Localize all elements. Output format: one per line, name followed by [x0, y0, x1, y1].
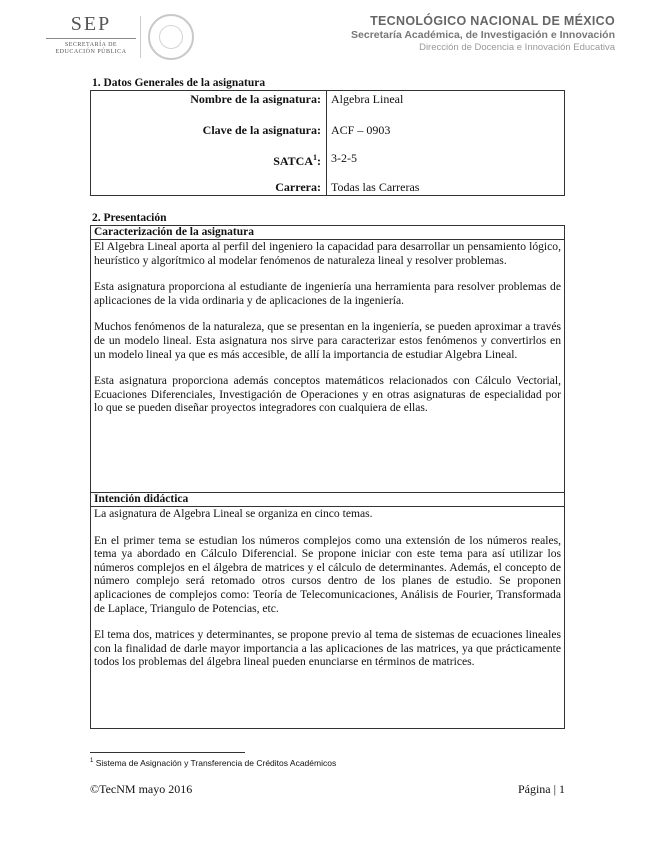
sep-logo-subtitle-1: SECRETARÍA DE	[64, 42, 118, 48]
sep-logo-subtitle-2: EDUCACIÓN PÚBLICA	[55, 49, 127, 55]
header-divider	[140, 16, 141, 58]
table-column-divider	[326, 91, 327, 195]
tecnm-header-text	[351, 14, 615, 54]
row-label-carrera: Carrera:	[275, 180, 321, 194]
caracterizacion-paragraph-1: El Algebra Lineal aporta al perfil del ingeniero la capacidad para desarrollar un pensamiento lógico, heurístico y algorítmico al modelar fenómenos de naturaleza lineal y resolver problemas.	[94, 240, 561, 267]
footnote-rule	[90, 752, 245, 753]
caracterizacion-box	[90, 225, 565, 493]
caracterizacion-paragraph-3: Muchos fenómenos de la naturaleza, que se presentan en la ingeniería, se pueden aproximar a través de un modelo lineal. Esta asignatura nos sirve para caracterizar estos fenómenos y convertirlos en un modelo lineal ya que es más accesible, de allí la importancia de estudiar Algebra Lineal.	[94, 320, 561, 361]
intencion-heading: Intención didáctica	[91, 493, 564, 507]
sep-logo	[36, 14, 146, 56]
footer-copyright: ©TecNM mayo 2016	[90, 782, 193, 796]
footnote	[90, 758, 336, 768]
caracterizacion-heading: Caracterización de la asignatura	[91, 226, 564, 240]
footnote-text: Sistema de Asignación y Transferencia de Créditos Académicos	[93, 758, 337, 768]
sep-logo-rule	[46, 38, 136, 39]
intencion-paragraph-1: La asignatura de Algebra Lineal se organiza en cinco temas.	[94, 507, 373, 520]
row-value-carrera: Todas las Carreras	[331, 180, 420, 194]
intencion-paragraph-3: El tema dos, matrices y determinantes, se propone previo al tema de sistemas de ecuaciones lineales con la finalidad de darle mayor importancia a las aplicaciones de las matrices, ya que prácticamente todos los problemas del álgebra lineal pueden enunciarse en términos de matrices.	[94, 628, 561, 669]
tecnm-name: TECNOLÓGICO NACIONAL DE MÉXICO	[370, 14, 615, 28]
section-1-title: 1. Datos Generales de la asignatura	[92, 77, 266, 89]
page-header	[0, 0, 655, 72]
tecnm-secretaria: Secretaría Académica, de Investigación e Innovación	[351, 29, 615, 41]
satca-label-text: SATCA	[273, 154, 313, 168]
intencion-box	[90, 492, 565, 729]
footnote-marker: 1	[90, 758, 94, 765]
row-value-satca: 3-2-5	[331, 151, 357, 165]
caracterizacion-paragraph-2: Esta asignatura proporciona al estudiante de ingeniería una herramienta para resolver problemas de aplicaciones de la vida ordinaria y de aplicaciones de la ingeniería.	[94, 280, 561, 307]
intencion-paragraph-2: En el primer tema se estudian los números complejos como una extensión de los números reales, tema ya abordado en Cálculo Diferencial. Se propone iniciar con este tema para así utilizar los números complejos en el álgebra de matrices y el cálculo de determinantes. Además, el concepto de número complejo será retomado otros cursos dentro de los planes de estudio. Se proponen aplicaciones de complejos como: Teoría de Telecomunicaciones, Análisis de Fourier, Transformada de Laplace, Triangulo de Potencias, etc.	[94, 533, 561, 615]
intencion-body	[91, 507, 564, 669]
national-seal-icon	[148, 14, 194, 60]
general-data-table	[90, 90, 565, 196]
row-value-clave: ACF – 0903	[331, 123, 391, 137]
national-seal-inner	[159, 25, 183, 49]
caracterizacion-paragraph-4: Esta asignatura proporciona además conceptos matemáticos relacionados con Cálculo Vectorial, Ecuaciones Diferenciales, Investigación de Operaciones y en otras asignaturas de especialidad por lo que se pueden diseñar proyectos integradores con cualquiera de ellas.	[94, 374, 561, 415]
caracterizacion-body	[91, 240, 564, 415]
tecnm-direccion: Dirección de Docencia e Innovación Educativa	[419, 42, 615, 53]
satca-label-colon: :	[317, 154, 321, 168]
section-2-title: 2. Presentación	[92, 212, 167, 224]
sep-logo-word: SEP	[70, 13, 112, 35]
footer-page-number: Página | 1	[517, 782, 565, 796]
row-value-nombre: Algebra Lineal	[331, 92, 404, 106]
row-label-clave: Clave de la asignatura:	[202, 123, 321, 137]
row-label-satca	[91, 151, 321, 168]
row-label-nombre: Nombre de la asignatura:	[190, 92, 321, 106]
footnote-ref-marker: 1	[313, 153, 317, 162]
